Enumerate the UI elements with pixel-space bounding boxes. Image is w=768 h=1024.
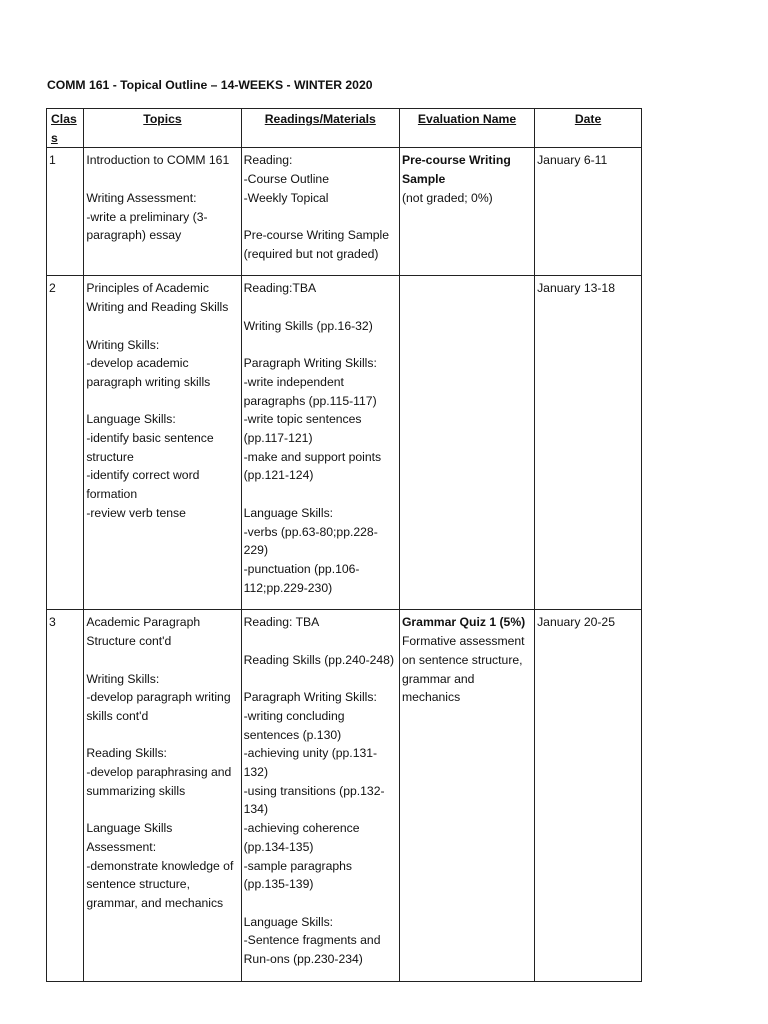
- blank-line: [86, 800, 238, 819]
- blank-line: [244, 208, 397, 227]
- cell-text-line: -Weekly Topical: [243, 190, 329, 205]
- table-header-row: [47, 109, 642, 148]
- cell-text-line: Reading:: [243, 153, 293, 168]
- table-row: [47, 610, 642, 982]
- date-cell: January 13-18: [535, 276, 642, 610]
- cell-text-line: -Sentence fragments and Run-ons (pp.230-234): [243, 933, 381, 967]
- table-row: [47, 148, 642, 276]
- topics-cell: [84, 148, 241, 276]
- header-topics: Topics: [84, 109, 241, 148]
- cell-text-line: Language Skills Assessment:: [86, 821, 173, 854]
- cell-text-line: Paragraph Writing Skills:: [243, 356, 377, 371]
- cell-text-line: Reading Skills:: [86, 746, 167, 761]
- cell-text-line: -develop paragraph writing skills cont'd: [86, 690, 231, 723]
- cell-text-line: -write a preliminary (3-paragraph) essay: [86, 209, 208, 243]
- cell-text-line: Writing Assessment:: [86, 190, 197, 205]
- topics-cell: [84, 610, 241, 982]
- cell-text-line: -punctuation (pp.106-112;pp.229-230): [243, 561, 360, 595]
- header-readings: Readings/Materials: [241, 109, 399, 148]
- cell-text-line: -identify correct word formation: [86, 468, 200, 502]
- readings-cell: [241, 610, 399, 982]
- cell-text-line: Language Skills:: [86, 412, 176, 427]
- blank-line: [86, 392, 238, 411]
- cell-text-line: Paragraph Writing Skills:: [243, 690, 377, 705]
- cell-text-line: -using transitions (pp.132-134): [243, 783, 385, 817]
- cell-text-line: -develop academic paragraph writing skills: [86, 356, 211, 389]
- class-number-cell: 2: [47, 276, 84, 610]
- cell-text-line: -verbs (pp.63-80;pp.228-229): [243, 524, 378, 558]
- blank-line: [244, 298, 397, 317]
- cell-text-line: -sample paragraphs (pp.135-139): [243, 858, 353, 892]
- blank-line: [244, 485, 397, 504]
- evaluation-cell: [399, 610, 534, 982]
- cell-text-line: Principles of Academic Writing and Reading Skills: [86, 281, 229, 315]
- blank-line: [86, 651, 238, 670]
- blank-line: [244, 894, 397, 913]
- evaluation-cell: [399, 276, 534, 610]
- cell-text-line: Pre-course Writing Sample (required but not graded): [243, 228, 390, 261]
- header-class: Class: [47, 109, 84, 148]
- cell-text-line: -writing concluding sentences (p.130): [243, 708, 345, 742]
- cell-text-line: -achieving unity (pp.131-132): [243, 746, 378, 779]
- cell-text-line: Writing Skills (pp.16-32): [243, 318, 373, 333]
- cell-text-line: -achieving coherence (pp.134-135): [243, 821, 360, 854]
- cell-text-line: Writing Skills:: [86, 671, 160, 686]
- cell-text-line: -review verb tense: [86, 505, 186, 520]
- cell-text-line: -write independent paragraphs (pp.115-117): [243, 374, 377, 408]
- blank-line: [86, 317, 238, 336]
- evaluation-cell: [399, 148, 534, 276]
- cell-text-line: Academic Paragraph Structure cont'd: [86, 615, 201, 649]
- evaluation-detail: Formative assessment on sentence structure, grammar and mechanics: [401, 634, 525, 705]
- cell-text-line: -demonstrate knowledge of sentence structure, grammar, and mechanics: [86, 858, 234, 910]
- cell-text-line: Reading Skills (pp.240-248): [243, 652, 395, 667]
- class-number-cell: 1: [47, 148, 84, 276]
- evaluation-name: Pre-course Writing Sample: [401, 153, 511, 187]
- cell-text-line: -identify basic sentence structure: [86, 431, 214, 464]
- cell-text-line: Language Skills:: [243, 914, 334, 929]
- cell-text-line: -make and support points (pp.121-124): [243, 449, 382, 483]
- cell-text-line: -develop paraphrasing and summarizing skills: [86, 765, 232, 798]
- cell-text-line: Reading:TBA: [243, 281, 317, 296]
- topical-outline-table: [46, 108, 642, 982]
- cell-text-line: Introduction to COMM 161: [86, 153, 230, 168]
- table-body: [47, 148, 642, 982]
- cell-text-line: -write topic sentences (pp.117-121): [243, 412, 362, 445]
- header-evaluation: Evaluation Name: [399, 109, 534, 148]
- cell-text-line: Language Skills:: [243, 505, 334, 520]
- cell-text-line: Writing Skills:: [86, 337, 160, 352]
- blank-line: [86, 170, 238, 189]
- evaluation-name: Grammar Quiz 1 (5%): [401, 615, 526, 630]
- blank-line: [244, 632, 397, 651]
- document-title: COMM 161 - Topical Outline – 14-WEEKS - WINTER 2020: [47, 78, 373, 92]
- class-number-cell: 3: [47, 610, 84, 982]
- blank-line: [244, 336, 397, 355]
- readings-cell: [241, 276, 399, 610]
- topics-cell: [84, 276, 241, 610]
- blank-line: [86, 726, 238, 745]
- date-cell: January 20-25: [535, 610, 642, 982]
- cell-text-line: Reading: TBA: [243, 615, 320, 630]
- readings-cell: [241, 148, 399, 276]
- table-row: [47, 276, 642, 610]
- date-cell: January 6-11: [535, 148, 642, 276]
- header-date: Date: [535, 109, 642, 148]
- evaluation-detail: (not graded; 0%): [401, 190, 493, 205]
- cell-text-line: -Course Outline: [243, 172, 329, 187]
- blank-line: [244, 670, 397, 689]
